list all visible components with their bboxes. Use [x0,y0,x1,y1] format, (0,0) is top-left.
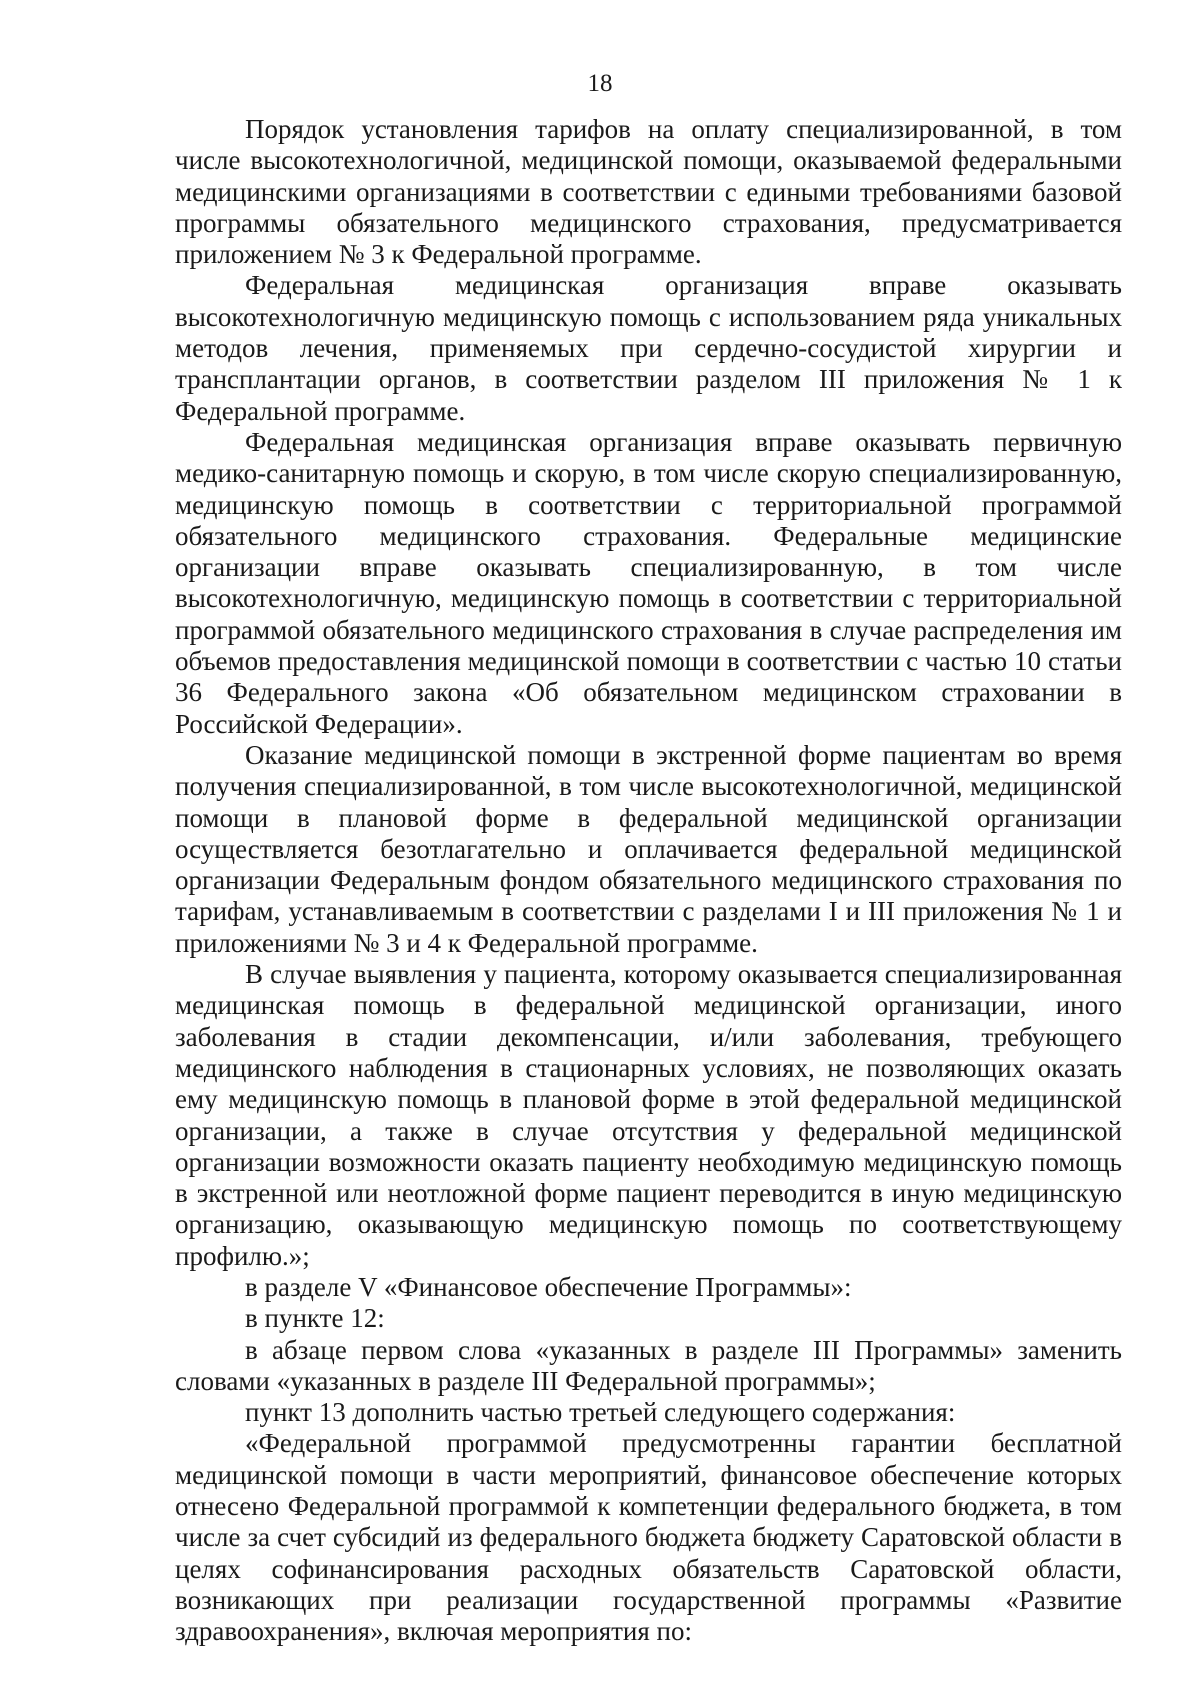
paragraph: пункт 13 дополнить частью третьей следующего содержания: [245,1397,956,1428]
paragraph: В случае выявления у пациента, которому оказывается специализированная медицинская помощь в федеральной медицинской организации, иного заболевания в стадии декомпенсации, и/или заболевания, требующего медицинского наблюдения в стационарных условиях, не позволяющих оказать ему медицинскую помощь в плановой форме в этой федеральной медицинской организации, а также в случае отсутствия у федеральной медицинской организации возможности оказать пациенту необходимую медицинскую помощь в экстренной или неотложной форме пациент переводится в иную медицинскую организацию, оказывающую медицинскую помощь по соответствующему профилю.»; [175,959,1122,1271]
paragraph: «Федеральной программой предусмотренны гарантии бесплатной медицинской помощи в части мероприятий, финансовое обеспечение которых отнесено Федеральной программой к компетенции федерального бюджета, в том числе за счет субсидий из федерального бюджета бюджету Саратовской области в целях софинансирования расходных обязательств Саратовской области, возникающих при реализации государственной программы «Развитие здравоохранения», включая мероприятия по: [175,1428,1122,1647]
page-number: 18 [587,70,613,97]
paragraph: Федеральная медицинская организация вправе оказывать первичную медико-санитарную помощь и скорую, в том числе скорую специализированную, медицинскую помощь в соответствии с территориальной программой обязательного медицинского страхования. Федеральные медицинские организации вправе оказывать специализированную, в том числе высокотехнологичную, медицинскую помощь в соответствии с территориальной программой обязательного медицинского страхования в случае распределения им объемов предоставления медицинской помощи в соответствии с частью 10 статьи 36 Федерального закона «Об обязательном медицинском страховании в Российской Федерации». [175,426,1122,739]
paragraph: в пункте 12: [245,1303,385,1334]
document-body [175,114,1122,1648]
paragraph: Оказание медицинской помощи в экстренной форме пациентам во время получения специализированной, в том числе высокотехнологичной, медицинской помощи в плановой форме в федеральной медицинской организации осуществляется безотлагательно и оплачивается федеральной медицинской организации Федеральным фондом обязательного медицинского страхования по тарифам, устанавливаемым в соответствии с разделами I и III приложения № 1 и приложениями № 3 и 4 к Федеральной программе. [175,739,1122,958]
paragraph: Порядок установления тарифов на оплату специализированной, в том числе высокотехнологичной, медицинской помощи, оказываемой федеральными медицинскими организациями в соответствии с едиными требованиями базовой программы обязательного медицинского страхования, предусматривается приложением № 3 к Федеральной программе. [175,114,1122,270]
paragraph: в разделе V «Финансовое обеспечение Программы»: [245,1271,852,1302]
paragraph: в абзаце первом слова «указанных в разделе III Программы» заменить словами «указанных в разделе III Федеральной программы»; [175,1334,1122,1396]
paragraph: Федеральная медицинская организация вправе оказывать высокотехнологичную медицинскую помощь с использованием ряда уникальных методов лечения, применяемых при сердечно-сосудистой хирургии и трансплантации органов, в соответствии разделом III приложения № 1 к Федеральной программе. [175,270,1122,426]
